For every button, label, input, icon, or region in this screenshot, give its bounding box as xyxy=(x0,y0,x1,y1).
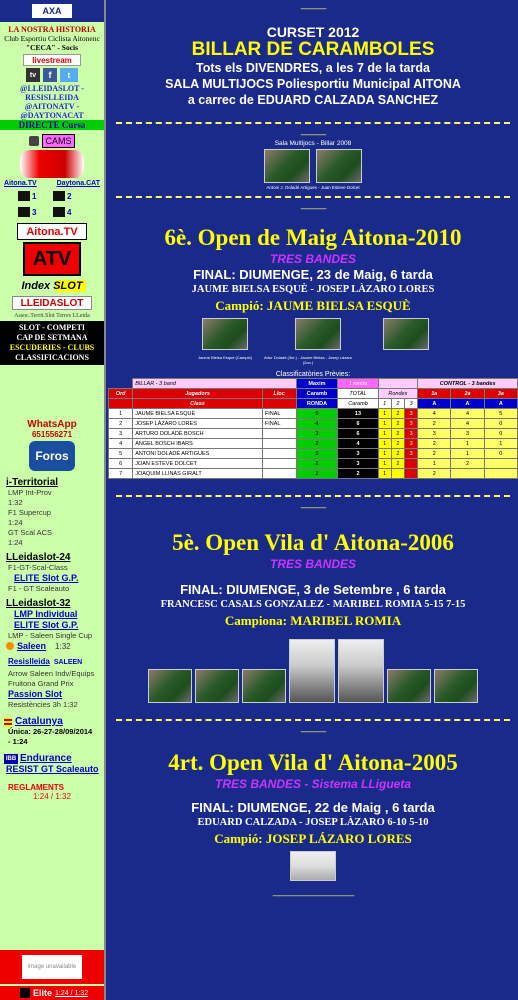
table-cell: 1 xyxy=(451,439,484,449)
endurance-row xyxy=(0,753,104,764)
table-cell xyxy=(109,379,133,389)
elite-scales[interactable]: 1:24 / 1:32 xyxy=(55,989,89,997)
event-6-final: FINAL: DIUMENGE, 23 de Maig, 6 tarda xyxy=(193,267,433,282)
tv-icon[interactable]: tv xyxy=(26,68,40,82)
table-header-a: A xyxy=(451,399,484,409)
table-header-billar: BILLAR - 3 band xyxy=(133,379,296,389)
table-header-caramb: Caramb xyxy=(338,399,378,409)
table-cell: ANTONI DOLADÉ ARTIGUES xyxy=(133,449,263,459)
i-territorial-header[interactable]: i-Territorial xyxy=(6,477,59,488)
escuderies-clubs[interactable]: ESCUDERIES - CLUBS xyxy=(9,343,95,352)
tv-links xyxy=(0,180,104,187)
event-5-photo[interactable] xyxy=(387,669,431,703)
facebook-icon[interactable]: f xyxy=(43,68,57,82)
table-cell xyxy=(262,429,296,439)
event-6-players: JAUME BIELSA ESQUÈ - JOSEP LÀZARO LORES xyxy=(191,284,435,295)
twitter-icon[interactable]: t xyxy=(60,68,78,82)
unica-date: Única: 26-27-28/09/2014 xyxy=(8,727,93,736)
table-header-col: 3a xyxy=(484,389,517,399)
saleen-row xyxy=(0,641,104,651)
catalunya-link[interactable]: Catalunya xyxy=(15,716,63,727)
event-4-final: FINAL: DIUMENGE, 22 de Maig , 6 tarda xyxy=(191,800,435,815)
table-cell: 1 xyxy=(418,459,451,469)
table-header-a: A xyxy=(418,399,451,409)
aitonatv-link[interactable]: Aitona.TV xyxy=(4,180,37,187)
sidebar xyxy=(0,0,106,1000)
atv-logo[interactable]: ATV xyxy=(23,242,81,276)
sala-caption: Sala Multijocs - Billar 2008 xyxy=(274,140,352,147)
table-cell: 3 xyxy=(405,429,418,439)
table-cell xyxy=(451,469,484,479)
table-cell: 2 xyxy=(391,409,404,419)
cams-row xyxy=(0,134,104,148)
i-terr-line: F1 Supercup xyxy=(8,508,51,517)
table-cell: 1 xyxy=(378,409,391,419)
catalunya-row xyxy=(0,716,104,727)
table-cell: 2 xyxy=(391,419,404,429)
event-5-photo[interactable] xyxy=(195,669,239,703)
table-cell: FINAL xyxy=(262,409,296,419)
event-4-champion: Campió: JOSEP LÁZARO LORES xyxy=(214,831,412,846)
camera-icon xyxy=(53,191,65,201)
table-cell: 4 xyxy=(451,409,484,419)
catalunya-flag-icon xyxy=(4,717,12,727)
reglaments-label[interactable]: REGLAMENTS xyxy=(8,783,64,792)
table-cell: 7 xyxy=(109,469,133,479)
livestream-logo[interactable]: livestream xyxy=(23,54,81,66)
arrow-saleen: Arrow Saleen Indv/Equips xyxy=(8,669,95,678)
event-6-title: 6è. Open de Maig Aitona-2010 xyxy=(164,225,462,250)
table-cell: 2 xyxy=(418,439,451,449)
event-5-photo[interactable] xyxy=(338,639,384,703)
table-row xyxy=(109,439,518,449)
table-cell: JOAN ESTEVE DOLCET xyxy=(133,459,263,469)
cam-1[interactable]: 1 xyxy=(18,189,51,203)
table-cell: 4 xyxy=(296,419,338,429)
table-header-r: 2 xyxy=(391,399,404,409)
slot-competi[interactable]: SLOT - COMPETI xyxy=(18,323,86,332)
table-cell: 5 xyxy=(109,449,133,459)
table-header-maxim: Maxim xyxy=(296,379,338,389)
info-line-1: Tots els DIVENDRES, a les 7 de la tarda xyxy=(196,61,430,75)
table-cell: 2 xyxy=(391,459,404,469)
table-cell: 1 xyxy=(378,449,391,459)
sala-photo[interactable] xyxy=(316,149,362,183)
aitonatv-banner[interactable]: Aitona.TV xyxy=(17,223,87,240)
table-header-lloc: Lloc xyxy=(262,389,296,399)
table-row xyxy=(109,409,518,419)
divider: ------------------- xyxy=(300,729,326,736)
table-cell: 6 xyxy=(338,429,378,439)
cam-4[interactable]: 4 xyxy=(53,205,86,219)
ll24-line: F1-GT-Scal-Class xyxy=(8,563,68,572)
resist-gt-link[interactable]: RESIST GT Scaleauto xyxy=(6,764,99,774)
camera-icon xyxy=(18,191,30,201)
table-cell: 2 xyxy=(391,449,404,459)
cams-grid xyxy=(0,187,104,221)
table-cell: 6 xyxy=(109,459,133,469)
table-cell: 13 xyxy=(338,409,378,419)
table-cell: 3 xyxy=(405,409,418,419)
table-header-class: Class xyxy=(133,399,263,409)
divider: ------------------- xyxy=(300,6,326,13)
table-row xyxy=(109,419,518,429)
billar-title: BILLAR DE CARAMBOLES xyxy=(191,39,435,60)
event-5-players: FRANCESC CASALS GONZALEZ - MARIBEL ROMIA 5-15 7-15 xyxy=(160,599,466,610)
table-cell: 2 xyxy=(418,419,451,429)
table-header-control: CONTROL - 3 bandes xyxy=(418,379,518,389)
table-cell xyxy=(262,469,296,479)
table-cell: 2 xyxy=(296,439,338,449)
event-5-photos xyxy=(108,639,518,703)
ll24-f1: F1 - GT Scaleauto xyxy=(8,584,70,593)
i-terr-line: 1:24 xyxy=(8,518,23,527)
camera-icon xyxy=(29,136,39,146)
table-cell: ARTURO DOLADÉ BOSCH xyxy=(133,429,263,439)
event-5-photo[interactable] xyxy=(242,669,286,703)
axa-logo[interactable]: AXA xyxy=(0,0,104,22)
table-cell xyxy=(405,459,418,469)
table-header-row xyxy=(109,379,518,389)
table-header-1ronda: 1 ronda xyxy=(338,379,378,389)
table-cell xyxy=(391,469,404,479)
lleidaslot-logo[interactable]: LLEIDASLOT xyxy=(12,296,92,310)
event-5-champion: Campiona: MARIBEL ROMIA xyxy=(224,613,402,628)
elite-label[interactable]: Elite xyxy=(33,988,53,998)
info-line-3: a carrec de EDUARD CALZADA SANCHEZ xyxy=(187,93,439,107)
table-cell xyxy=(262,459,296,469)
table-cell: 2 xyxy=(296,459,338,469)
table-cell: 3 xyxy=(338,459,378,469)
table-header-ord: Ord xyxy=(109,389,133,399)
sala-photos xyxy=(108,149,518,183)
table-row xyxy=(109,429,518,439)
elite-icon xyxy=(20,988,30,998)
table-cell: FINAL xyxy=(262,419,296,429)
cams-link[interactable]: CAMS xyxy=(42,134,74,148)
table-cell: ANGEL BOSCH IBARS xyxy=(133,439,263,449)
event-5-subtitle: TRES BANDES xyxy=(269,557,356,571)
index-slot-link[interactable]: Index SLOT xyxy=(0,278,104,294)
unica-scale: - 1:24 xyxy=(8,737,28,746)
i-terr-line: 1:24 xyxy=(8,538,23,547)
table-cell xyxy=(484,459,517,469)
event-6-photo[interactable] xyxy=(202,318,248,350)
table-cell: 3 xyxy=(405,449,418,459)
table-header-blank xyxy=(378,379,418,389)
image-placeholder: image unavailable xyxy=(22,955,82,979)
assoc-text: Assoc.Territ.Slot Terres LLeida xyxy=(14,313,90,319)
table-cell: JOAQUIM LLINÀS GIRALT xyxy=(133,469,263,479)
table-cell: 0 xyxy=(484,419,517,429)
table-cell xyxy=(405,469,418,479)
cam-3[interactable]: 3 xyxy=(18,205,51,219)
cam-2[interactable]: 2 xyxy=(53,189,86,203)
table-cell xyxy=(109,399,133,409)
twitter-link-aitonatv[interactable]: @AITONATV - @DAYTONACAT xyxy=(20,102,84,120)
table-cell: 5 xyxy=(296,409,338,419)
table-cell: 1 xyxy=(378,419,391,429)
table-header-row xyxy=(109,389,518,399)
table-cell: 3 xyxy=(296,429,338,439)
photo-caption: Jaume Bielsa Esquè (Campió) xyxy=(197,355,253,360)
reglaments-scales[interactable]: 1:24 / 1:32 xyxy=(33,792,71,801)
table-cell: 1 xyxy=(378,429,391,439)
ll24-elite-link[interactable]: ELITE Slot G.P. xyxy=(14,573,79,583)
reglaments-banner xyxy=(0,950,104,984)
club-history-link[interactable]: LA NOSTRA HISTORIA xyxy=(8,25,96,34)
event-6-photo-block xyxy=(383,318,429,365)
table-header-total: TOTAL xyxy=(338,389,378,399)
event-6-photos xyxy=(108,318,518,365)
classification-table-body xyxy=(109,409,518,479)
endurance-link[interactable]: Endurance xyxy=(20,753,72,764)
table-row xyxy=(109,459,518,469)
table-cell: 3 xyxy=(338,449,378,459)
photo-caption: Artur Doladé (3er.) - Jaume Bielsa - Josep Lázaro (2on.) xyxy=(263,355,353,365)
table-header-r: 3 xyxy=(405,399,418,409)
table-cell: 2 xyxy=(418,469,451,479)
table-header-rondes: Rondes xyxy=(378,389,418,399)
event-4-title: 4rt. Open Vila d' Aitona-2005 xyxy=(168,750,458,775)
twitter-link-lleidaslot[interactable]: @LLEIDASLOT - RESISLLEIDA xyxy=(20,84,84,102)
event-6-subtitle: TRES BANDES xyxy=(269,252,356,266)
classification-table xyxy=(108,378,518,479)
table-header-col: 2a xyxy=(451,389,484,399)
lleidaslot-32-header[interactable]: LLeidaslot-32 xyxy=(6,598,71,609)
info-line-2: SALA MULTIJOCS Poliesportiu Municipal AITONA xyxy=(165,77,461,91)
table-cell: 2 xyxy=(338,469,378,479)
table-cell: 2 xyxy=(296,449,338,459)
table-cell: 0 xyxy=(484,449,517,459)
saleen-link[interactable]: Saleen xyxy=(17,641,47,651)
curset-title: CURSET 2012 xyxy=(266,24,360,40)
table-cell: 1 xyxy=(378,469,391,479)
classificacions[interactable]: CLASSIFICACIONS xyxy=(15,353,89,362)
table-cell: 5 xyxy=(484,409,517,419)
ll32-lmp2: LMP - Saleen Single Cup xyxy=(8,631,93,640)
event-5-title: 5è. Open Vila d' Aitona-2006 xyxy=(172,530,454,555)
table-cell: 3 xyxy=(405,419,418,429)
resis-row xyxy=(0,651,104,669)
table-cell: 0 xyxy=(484,429,517,439)
table-header-ronda: RONDA xyxy=(296,399,338,409)
table-header-jugadors: Jugadors xyxy=(133,389,263,399)
ll32-elite-link[interactable]: ELITE Slot G.P. xyxy=(14,620,79,630)
main-content xyxy=(108,0,518,1000)
table-cell: 2 xyxy=(451,459,484,469)
table-cell: 2 xyxy=(391,439,404,449)
passion-slot-link[interactable]: Passion Slot xyxy=(8,689,63,699)
table-cell: JAUME BIELSA ESQUÈ xyxy=(133,409,263,419)
divider: ------------------------------------------------------------- xyxy=(272,893,354,900)
elite-row xyxy=(0,986,104,1000)
table-row xyxy=(109,449,518,459)
race-car-image[interactable] xyxy=(20,150,84,178)
whatsapp-number: 651556271 xyxy=(31,430,73,439)
table-cell: 1 xyxy=(484,439,517,449)
i-terr-line: 1:32 xyxy=(8,498,23,507)
cap-setmana[interactable]: CAP DE SETMANA xyxy=(16,333,88,342)
table-cell: 2 xyxy=(109,419,133,429)
event-4-photo[interactable] xyxy=(290,851,336,881)
table-header-r: 1 xyxy=(378,399,391,409)
event-6-photo-block xyxy=(263,318,353,365)
table-cell: 3 xyxy=(109,429,133,439)
event-5-photo[interactable] xyxy=(289,639,335,703)
event-6-champion: Campió: JAUME BIELSA ESQUÈ xyxy=(215,298,411,313)
event-6-photo[interactable] xyxy=(295,318,341,350)
daytonacat-link[interactable]: Daytona.CAT xyxy=(56,180,100,187)
table-cell: 1 xyxy=(109,409,133,419)
slot-competi-block xyxy=(0,321,104,365)
table-cell: 3 xyxy=(418,429,451,439)
saleen-icon xyxy=(6,642,14,650)
divider: ------------------- xyxy=(300,206,326,213)
i-terr-line: LMP Int-Prov xyxy=(8,488,52,497)
foros-logo[interactable]: Foros xyxy=(29,441,75,471)
event-4-photos xyxy=(108,851,518,881)
event-4-players: EDUARD CALZADA - JOSEP LÀZARO 6-10 5-10 xyxy=(197,817,429,828)
table-cell xyxy=(262,399,296,409)
club-socis: "CECA" - Socis xyxy=(25,43,79,52)
table-cell xyxy=(484,469,517,479)
camera-icon xyxy=(53,207,65,217)
resistencies: Resistències 3h 1:32 xyxy=(8,700,78,709)
directe-cursa-link[interactable]: DIRECTE Cursa xyxy=(0,120,104,130)
table-header-carramb: Caramb xyxy=(296,389,338,399)
table-header-a: A xyxy=(484,399,517,409)
table-cell: 4 xyxy=(418,409,451,419)
table-cell: 3 xyxy=(405,439,418,449)
table-cell: 1 xyxy=(451,449,484,459)
table-cell: 1 xyxy=(378,459,391,469)
camera-icon xyxy=(18,207,30,217)
table-cell: 4 xyxy=(338,439,378,449)
divider: ------------------- xyxy=(300,505,326,512)
table-header-row xyxy=(109,399,518,409)
whatsapp-label[interactable]: WhatsApp xyxy=(27,419,77,430)
event-5-photo[interactable] xyxy=(148,669,192,703)
event-5-photo[interactable] xyxy=(434,669,478,703)
sala-photo-caption: Antoni J. Doladé Artigues - Juan Esteve Dolcet xyxy=(266,185,360,190)
table-cell: 1 xyxy=(378,439,391,449)
ibb-icon: IBB xyxy=(5,755,17,762)
table-cell: 4 xyxy=(451,419,484,429)
event-5-final: FINAL: DIUMENGE, 3 de Setembre , 6 tarda xyxy=(180,582,446,597)
classificatories-title: Classificatòries Prèvies: xyxy=(275,371,351,378)
sala-photo[interactable] xyxy=(264,149,310,183)
fruitona: Fruitona Grand Prix xyxy=(8,679,74,688)
resislleida-link[interactable]: Resislleida xyxy=(8,657,50,666)
table-header-col: 1a xyxy=(418,389,451,399)
table-cell xyxy=(262,439,296,449)
resis-saleen: SALEEN xyxy=(53,659,83,666)
event-4-subtitle: TRES BANDES - Sistema LLigueta xyxy=(214,777,412,791)
social-icons xyxy=(0,68,104,82)
table-row xyxy=(109,469,518,479)
table-cell: 6 xyxy=(338,419,378,429)
saleen-scale: 1:32 xyxy=(55,641,71,651)
table-cell: JOSEP LÀZARO LORES xyxy=(133,419,263,429)
table-cell: 2 xyxy=(391,429,404,439)
event-6-photo[interactable] xyxy=(383,318,429,350)
event-6-photo-block xyxy=(197,318,253,365)
table-cell: 3 xyxy=(451,429,484,439)
table-cell: 2 xyxy=(296,469,338,479)
table-cell: 4 xyxy=(109,439,133,449)
i-terr-line: GT Scal ACS xyxy=(8,528,53,537)
divider: ------------------- xyxy=(300,132,326,139)
table-cell xyxy=(262,449,296,459)
club-name: Club Esportiu Ciclista Aitonenc xyxy=(4,34,100,43)
ll32-lmp-link[interactable]: LMP Individual xyxy=(14,609,78,619)
table-cell: 2 xyxy=(418,449,451,459)
lleidaslot-24-header[interactable]: LLeidaslot-24 xyxy=(6,552,71,563)
